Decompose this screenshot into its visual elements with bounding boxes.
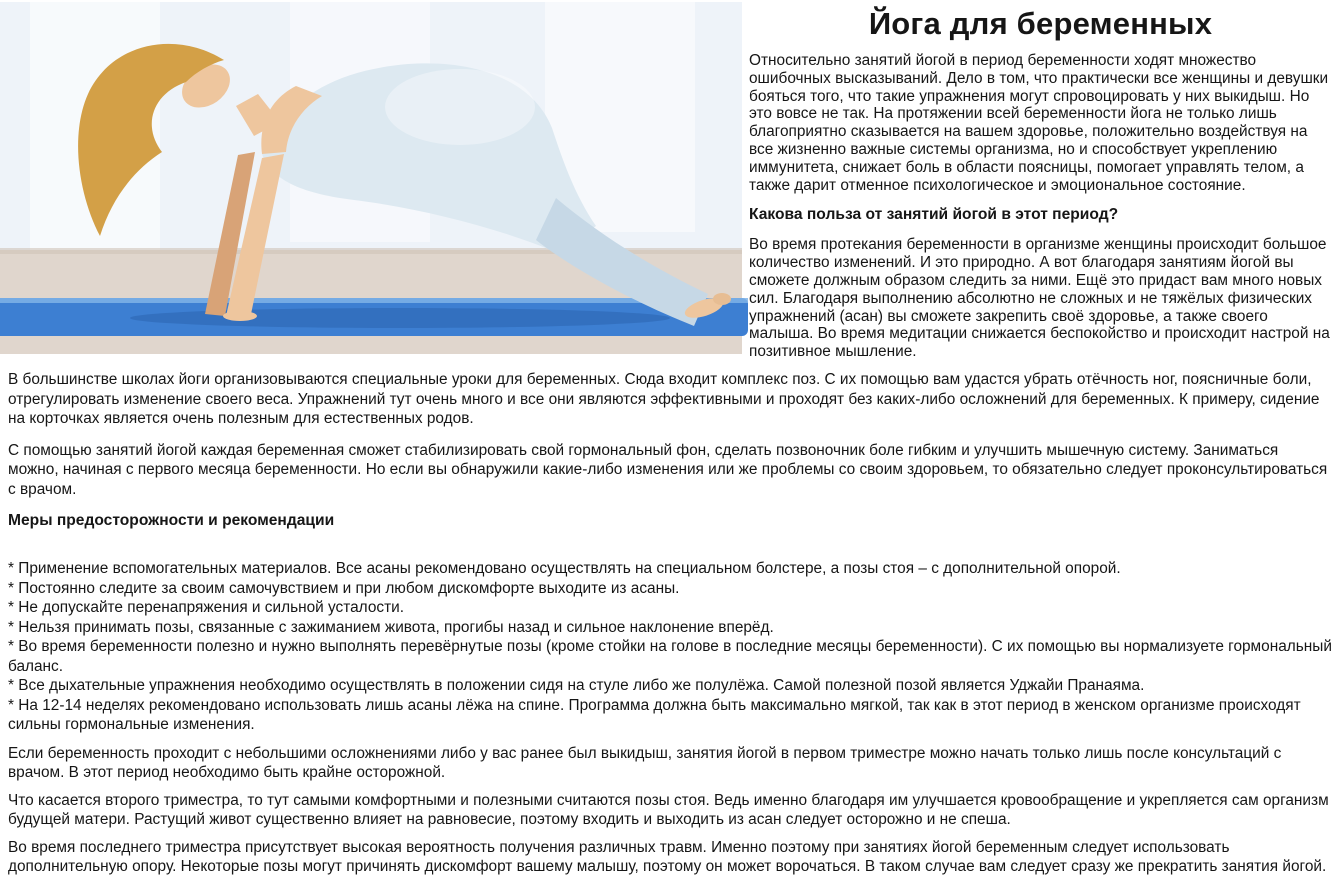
foot <box>713 293 731 305</box>
paragraph-hormonal: С помощью занятий йогой каждая беременная сможет стабилизировать свой гормональный фон, сделать позвоночник боле гибким и улучшить мышечную систему. Заниматься можно, начиная с первого месяца беременности. Но если вы обнаружили какие-либо изменения или же проблемы со своим здоровьем, то обязательно следует проконсультироваться с врачом. <box>8 441 1328 498</box>
precaution-item: * Постоянно следите за своим самочувствием и при любом дискомфорте выходите из асаны. <box>8 579 680 597</box>
intro-paragraph: Относительно занятий йогой в период беременности ходят множество ошибочных высказываний. Дело в том, что практически все женщины и девушки бояться того, что такие упражнения могут спровоцировать у них выкидыш. Но это вовсе не так. На протяжении всей беременности йога не только лишь благоприятно сказывается на вашем здоровье, положительно воздействуя на все жизненно важные системы организма, но и способствует укреплению иммунитета, снижает боль в области поясницы, помогает управлять телом, а также дарит отменное психологическое и эмоциональное состояние. <box>749 52 1329 194</box>
precautions-list <box>8 559 1332 735</box>
pregnant-yoga-photo <box>0 2 742 354</box>
hand <box>223 311 257 321</box>
precaution-item: * Не допускайте перенапряжения и сильной усталости. <box>8 599 405 616</box>
precaution-item: * Применение вспомогательных материалов. Все асаны рекомендовано осуществлять на специальном болстере, а позы стоя – с дополнительной опорой. <box>8 560 1121 577</box>
benefits-heading: Какова польза от занятий йогой в этот период? <box>749 206 1119 224</box>
belly-highlight <box>385 69 535 145</box>
paragraph-third-trimester: Во время последнего триместра присутствует высокая вероятность получения различных травм. Именно поэтому при занятиях йогой беременным следует использовать дополнительную опору. Некоторые позы могут причинять дискомфорт вашему малышу, поэтому он может ворочаться. В таком случае вам следует сразу же прекратить занятия йогой. <box>8 838 1327 875</box>
paragraph-first-trimester: Если беременность проходит с небольшими осложнениями либо у вас ранее был выкидыш, занятия йогой в первом триместре можно начать только лишь после консультаций с врачом. В этот период необходимо быть крайне осторожной. <box>8 744 1282 781</box>
benefits-paragraph: Во время протекания беременности в организме женщины происходит большое количество изменений. И это природно. А вот благодаря занятиям йогой вы сможете должным образом следить за ними. Ещё это придаст вам много новых сил. Благодаря выполнению абсолютно не сложных и не тяжёлых физических упражнений (асан) вы сможете закрепить своё здоровье, а также своего малыша. Во время медитации снижается беспокойство и происходит настрой на позитивное мышление. <box>749 236 1330 361</box>
paragraph-second-trimester: Что касается второго триместра, то тут самыми комфортными и полезными считаются позы стоя. Ведь именно благодаря им улучшается кровообращение и укрепляется сам организм будущей матери. Растущий живот существенно влияет на равновесие, поэтому входить и выходить из асан следует осторожно и не спеша. <box>8 791 1329 828</box>
precaution-item: * Во время беременности полезно и нужно выполнять перевёрнутые позы (кроме стойки на голове в последние месяцы беременности). С их помощью вы нормализуете гормональный баланс. <box>8 638 1332 675</box>
precaution-item: * На 12-14 неделях рекомендовано использовать лишь асаны лёжа на спине. Программа должна быть максимально мягкой, так как в этот период в женском организме происходят сильны гормональные изменения. <box>8 696 1301 733</box>
pregnant-yoga-photo-illustration <box>0 2 742 354</box>
paragraph-yoga-schools: В большинстве школах йоги организовываются специальные уроки для беременных. Сюда входит комплекс поз. С их помощью вам удастся убрать отёчность ног, поясничные боли, отрегулировать изменение своего веса. Упражнений тут очень много и все они являются эффективными и проходят без каких-либо осложнений для беременных. К примеру, сидение на корточках является очень полезным для естественных родов. <box>8 371 1320 427</box>
precautions-heading: Меры предосторожности и рекомендации <box>8 512 335 529</box>
precaution-item: * Нельзя принимать позы, связанные с зажиманием живота, прогибы назад и сильное наклонение вперёд. <box>8 618 774 636</box>
precaution-item: * Все дыхательные упражнения необходимо осуществлять в положении сидя на стуле либо же полулёжа. Самой полезной позой является Уджайи Пранаяма. <box>8 677 1145 694</box>
main-text-column <box>8 370 1332 885</box>
right-text-column <box>749 0 1332 361</box>
page-title: Йога для беременных <box>868 6 1213 41</box>
